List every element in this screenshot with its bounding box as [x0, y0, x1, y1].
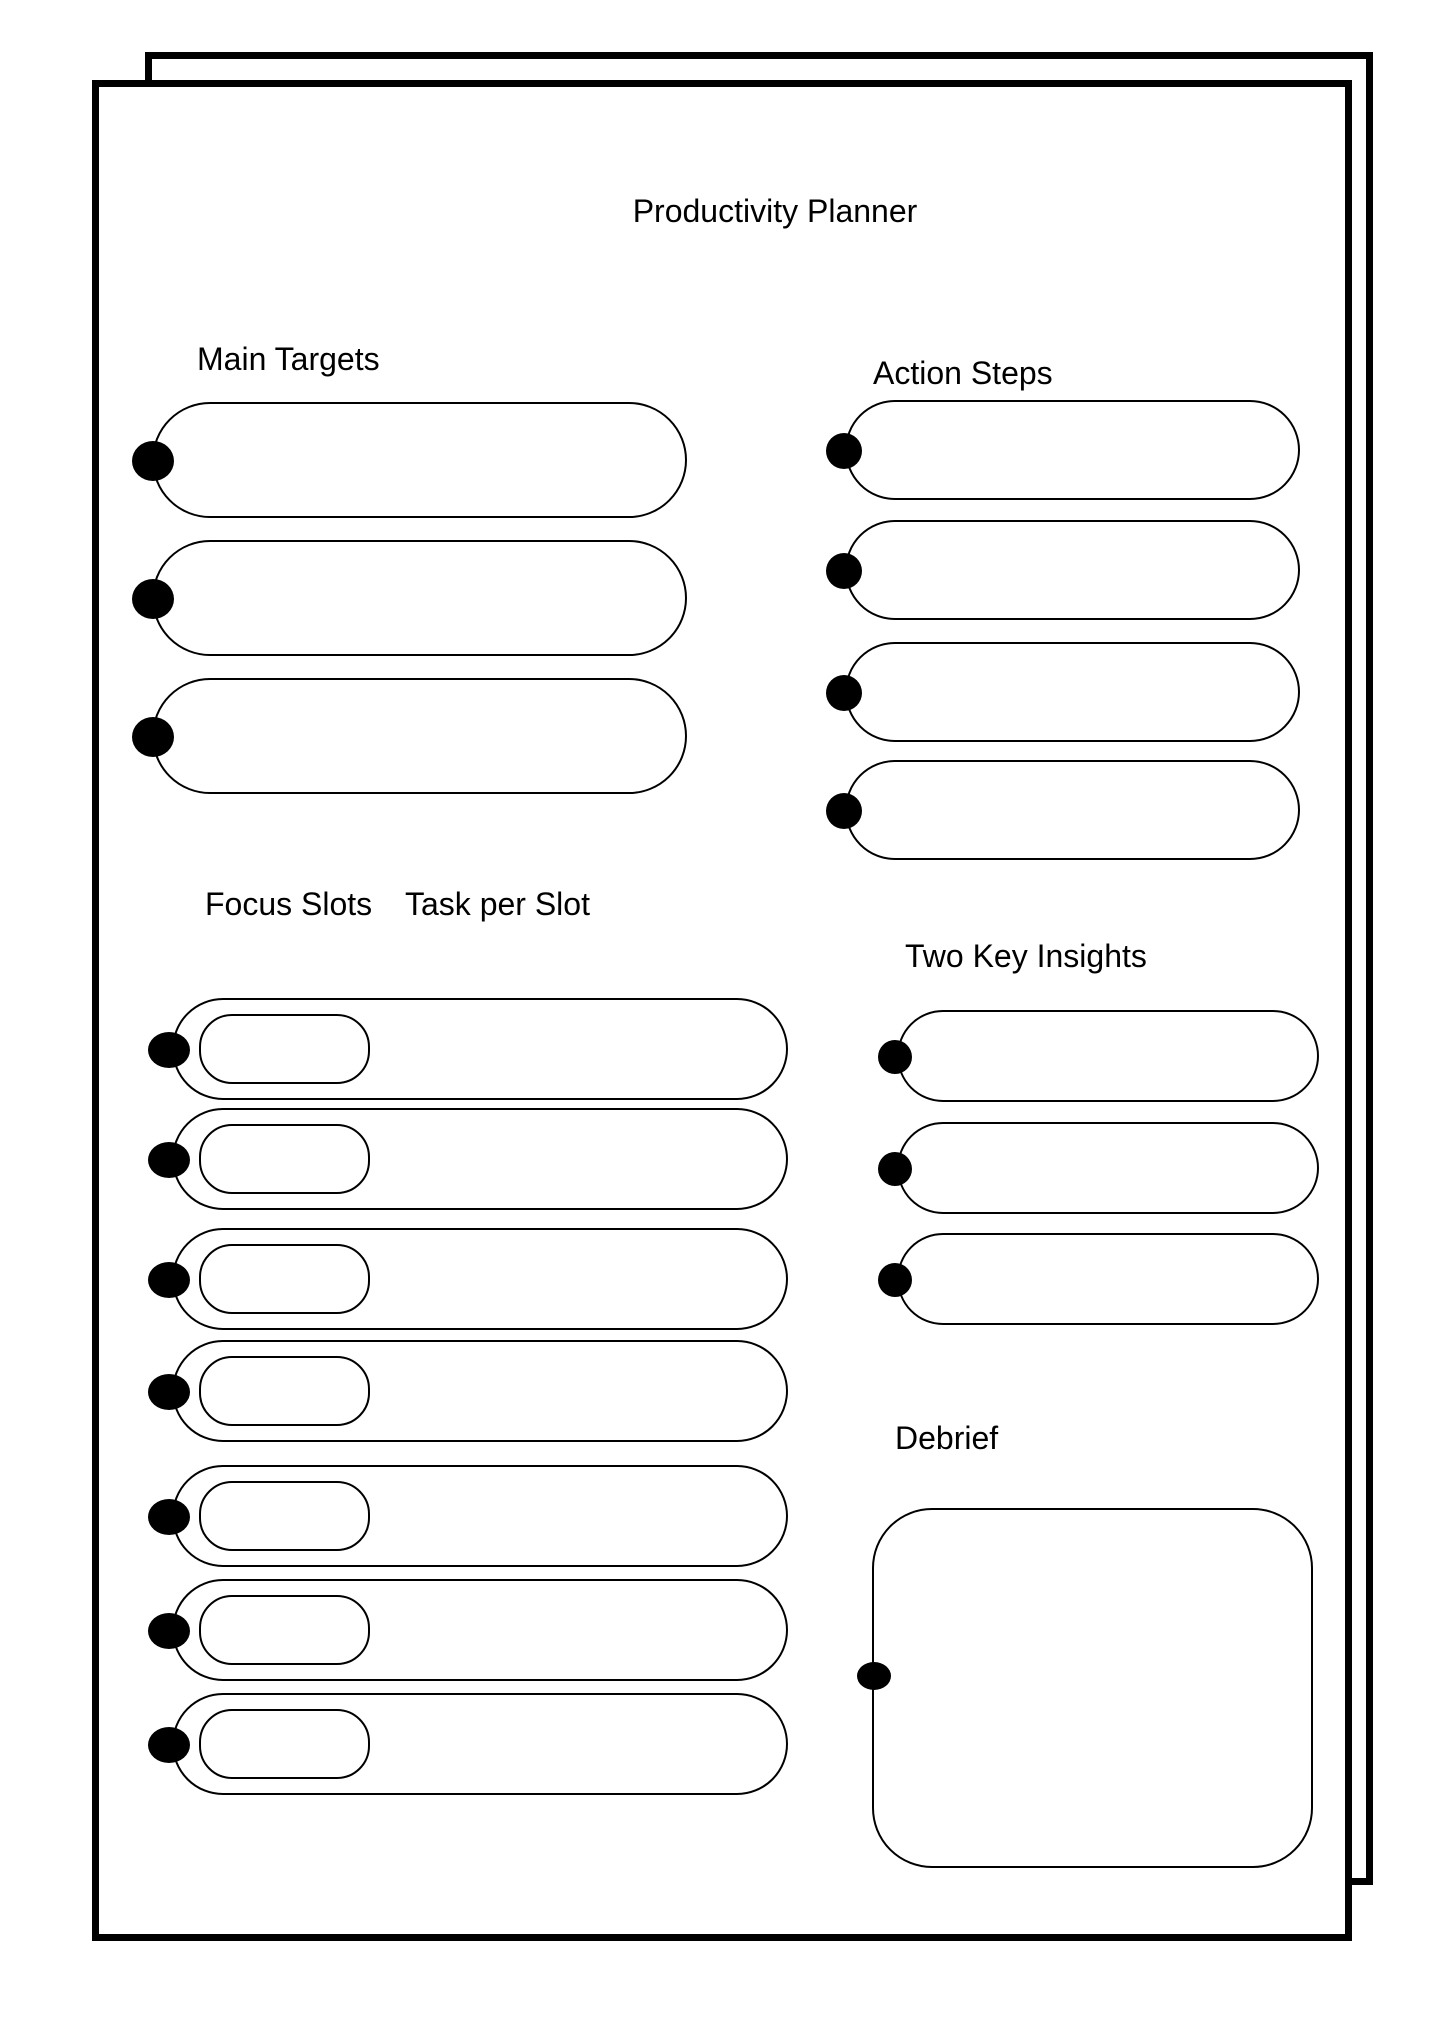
bullet-dot	[148, 1142, 190, 1178]
action-step-field[interactable]	[845, 760, 1300, 860]
main-target-field[interactable]	[152, 540, 687, 656]
bullet-dot	[132, 441, 174, 481]
action-step-field[interactable]	[845, 520, 1300, 620]
key-insights-heading: Two Key Insights	[905, 938, 1147, 974]
focus-slot-field[interactable]	[199, 1709, 370, 1779]
page-title: Productivity Planner	[632, 193, 918, 229]
action-step-field[interactable]	[845, 642, 1300, 742]
key-insight-field[interactable]	[897, 1233, 1319, 1325]
bullet-dot	[878, 1263, 912, 1297]
bullet-dot	[148, 1613, 190, 1649]
task-per-slot-field[interactable]	[172, 1465, 788, 1567]
key-insight-field[interactable]	[897, 1122, 1319, 1214]
task-per-slot-field[interactable]	[172, 1340, 788, 1442]
main-target-field[interactable]	[152, 678, 687, 794]
task-per-slot-heading: Task per Slot	[405, 886, 590, 922]
main-targets-heading: Main Targets	[197, 341, 380, 377]
bullet-dot	[148, 1262, 190, 1298]
bullet-dot	[132, 579, 174, 619]
bullet-dot	[826, 793, 862, 829]
task-per-slot-field[interactable]	[172, 998, 788, 1100]
bullet-dot	[826, 675, 862, 711]
focus-slots-heading: Focus Slots	[205, 886, 373, 922]
bullet-dot	[878, 1152, 912, 1186]
action-steps-heading: Action Steps	[873, 355, 1053, 391]
bullet-dot	[826, 433, 862, 469]
bullet-dot	[148, 1032, 190, 1068]
action-step-field[interactable]	[845, 400, 1300, 500]
bullet-dot	[878, 1040, 912, 1074]
focus-slot-field[interactable]	[199, 1356, 370, 1426]
bullet-dot	[826, 553, 862, 589]
bullet-dot	[148, 1374, 190, 1410]
debrief-field[interactable]	[872, 1508, 1313, 1868]
main-target-field[interactable]	[152, 402, 687, 518]
task-per-slot-field[interactable]	[172, 1693, 788, 1795]
bullet-dot	[148, 1727, 190, 1763]
task-per-slot-field[interactable]	[172, 1579, 788, 1681]
focus-slot-field[interactable]	[199, 1014, 370, 1084]
task-per-slot-field[interactable]	[172, 1108, 788, 1210]
focus-slot-field[interactable]	[199, 1244, 370, 1314]
focus-slot-field[interactable]	[199, 1595, 370, 1665]
focus-slot-field[interactable]	[199, 1124, 370, 1194]
bullet-dot	[148, 1499, 190, 1535]
key-insight-field[interactable]	[897, 1010, 1319, 1102]
bullet-dot	[857, 1662, 891, 1690]
task-per-slot-field[interactable]	[172, 1228, 788, 1330]
focus-slot-field[interactable]	[199, 1481, 370, 1551]
debrief-heading: Debrief	[895, 1420, 999, 1456]
bullet-dot	[132, 717, 174, 757]
